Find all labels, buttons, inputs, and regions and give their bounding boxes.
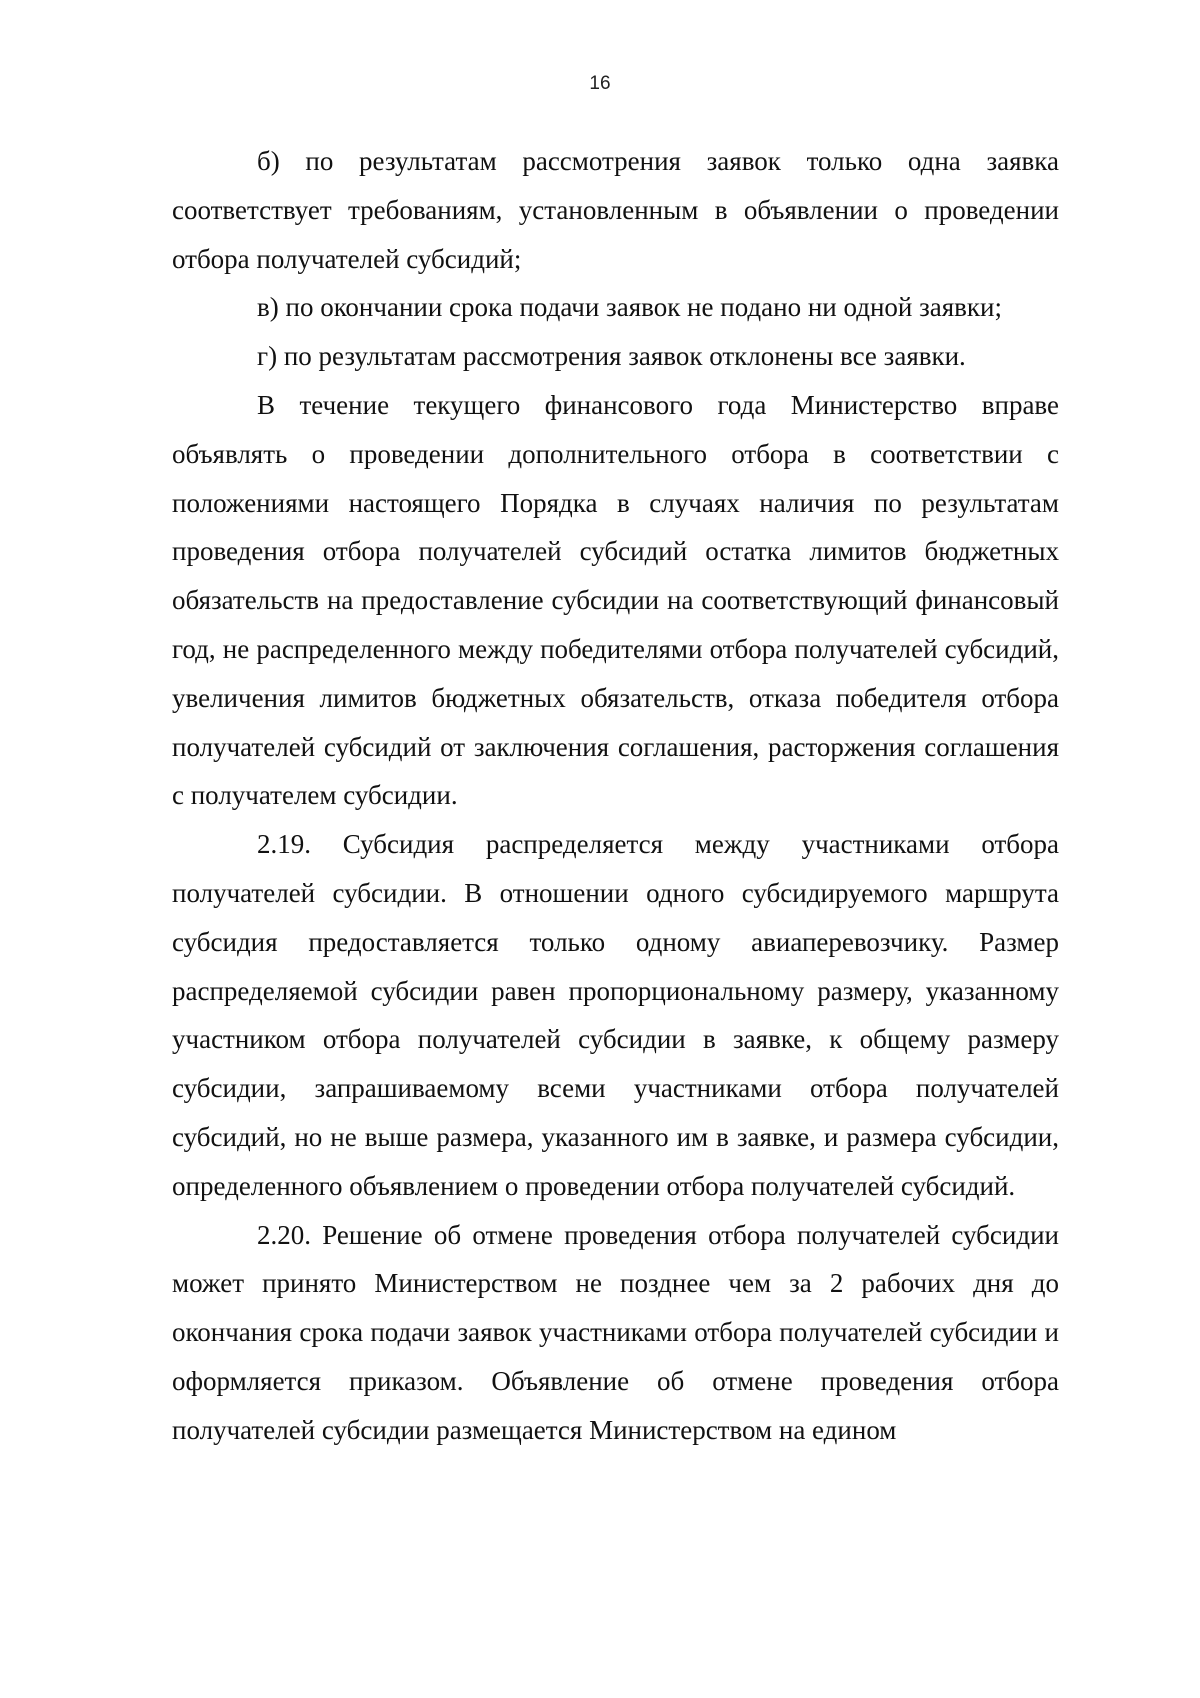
paragraph-additional-selection: В течение текущего финансового года Министерство вправе объявлять о проведении дополнительного отбора в соответствии с положениями настоящего Порядка в случаях наличия по результатам проведения отбора получателей субсидий остатка лимитов бюджетных обязательств на предоставление субсидии на соответствующий финансовый год, не распределенного между победителями отбора получателей субсидий, увеличения лимитов бюджетных обязательств, отказа победителя отбора получателей субсидий от заключения соглашения, расторжения соглашения с получателем субсидии.	[172, 389, 1059, 811]
paragraph-item-v: в) по окончании срока подачи заявок не подано ни одной заявки;	[257, 292, 1002, 323]
paragraph-2-20: 2.20. Решение об отмене проведения отбора получателей субсидии может принято Министерством не позднее чем за 2 рабочих дня до окончания срока подачи заявок участниками отбора получателей субсидии и оформляется приказом. Объявление об отмене проведения отбора получателей субсидии размещается Министерством на едином	[172, 1219, 1059, 1445]
document-body	[172, 137, 1059, 1455]
paragraph-item-g: г) по результатам рассмотрения заявок отклонены все заявки.	[257, 341, 966, 372]
paragraph-item-b: б) по результатам рассмотрения заявок только одна заявка соответствует требованиям, установленным в объявлении о проведении отбора получателей субсидий;	[172, 146, 1059, 274]
page-number: 16	[589, 73, 611, 94]
paragraph-2-19: 2.19. Субсидия распределяется между участниками отбора получателей субсидии. В отношении одного субсидируемого маршрута субсидия предоставляется только одному авиаперевозчику. Размер распределяемой субсидии равен пропорциональному размеру, указанному участником отбора получателей субсидии в заявке, к общему размеру субсидии, запрашиваемому всеми участниками отбора получателей субсидий, но не выше размера, указанного им в заявке, и размера субсидии, определенного объявлением о проведении отбора получателей субсидий.	[172, 829, 1059, 1201]
